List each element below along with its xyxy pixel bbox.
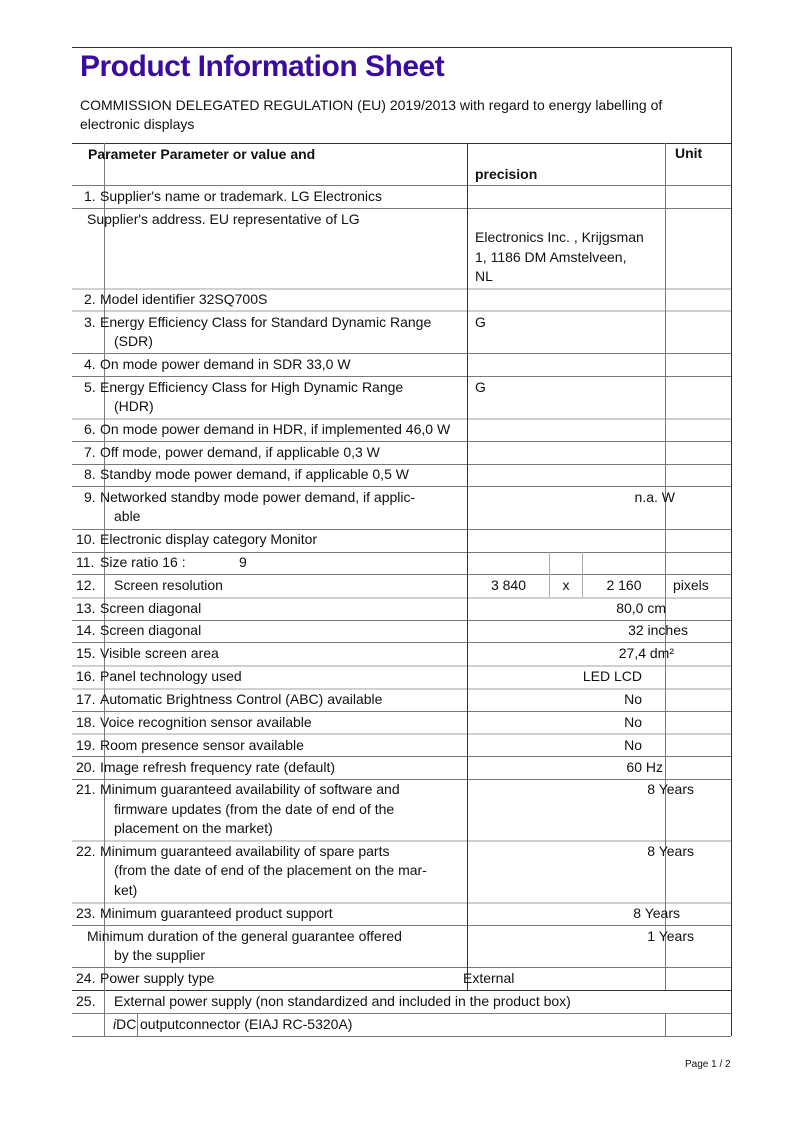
row-label-continued: by the supplier: [114, 947, 206, 963]
row-divider: [72, 376, 731, 377]
row-divider: [72, 925, 731, 926]
row-label: Minimum duration of the general guarantee offered: [87, 928, 402, 944]
row-number: 23.: [76, 905, 96, 921]
row-label: Room presence sensor available: [100, 737, 304, 753]
header-precision: precision: [475, 166, 538, 182]
page-title: Product Information Sheet: [80, 50, 445, 83]
table-top-border: [72, 143, 731, 144]
row-value: 80,0 cm: [616, 600, 666, 616]
row-divider: [72, 990, 731, 991]
row-label: On mode power demand in HDR, if implemented 46,0 W: [100, 421, 451, 437]
row-label-continued: ket): [114, 882, 138, 898]
row-number: 6.: [84, 421, 96, 437]
unit-column-divider: [665, 143, 666, 990]
row-divider: [72, 486, 731, 487]
row-value: 60 Hz: [626, 759, 663, 775]
row-number: 4.: [84, 356, 96, 372]
row-label: Power supply type: [100, 970, 215, 986]
row-number: 8.: [84, 466, 96, 482]
row-value: 8 Years: [647, 781, 694, 797]
row-value: 8 Years: [633, 905, 680, 921]
page-number: Page 1 / 2: [685, 1059, 731, 1070]
row-label-continued: (HDR): [114, 398, 154, 414]
row-value: No: [624, 714, 642, 730]
page-box-top-border: [72, 47, 731, 48]
row-label: Image refresh frequency rate (default): [100, 759, 336, 775]
row-label: outputconnector (EIAJ RC-5320A): [140, 1016, 353, 1032]
row-label-continued: (from the date of end of the placement on the mar-: [114, 862, 427, 878]
row-value-line: Electronics Inc. , Krijgsman: [475, 229, 644, 245]
row-value: No: [624, 737, 642, 753]
row-number: 11.: [76, 554, 95, 570]
row-label: Minimum guaranteed availability of spare parts: [100, 843, 390, 859]
row-number: 19.: [76, 737, 96, 753]
row-value: 32 inches: [628, 622, 688, 638]
table-bottom-border: [72, 1036, 731, 1037]
row-value: LED LCD: [582, 668, 642, 684]
row-number: 3.: [84, 314, 96, 330]
row-number: 21.: [76, 781, 96, 797]
row-label: External power supply (non standardized and included in the product box): [114, 993, 571, 1009]
row-number: 12.: [76, 577, 96, 593]
resolution-horizontal: 3 840: [490, 577, 527, 593]
row-label-continued: able: [114, 508, 141, 524]
header-parameter: Parameter Parameter or value and: [88, 146, 316, 162]
row-number: 15.: [76, 645, 96, 661]
row-label: Model identifier 32SQ700S: [100, 291, 268, 307]
row-divider: [72, 1013, 731, 1014]
row-divider: [72, 441, 731, 442]
row-value: G: [475, 314, 486, 330]
row-divider: [72, 353, 731, 354]
row-number: 22.: [76, 843, 96, 859]
row-number: 16.: [76, 668, 96, 684]
row-label-continued: firmware updates (from the date of end of the: [114, 801, 395, 817]
row-number: 9.: [84, 489, 96, 505]
row-divider: [72, 967, 731, 968]
row-value: No: [624, 691, 642, 707]
row-value-line: NL: [475, 268, 493, 284]
row-divider: [72, 642, 731, 643]
row-label: Panel technology used: [100, 668, 242, 684]
row-number: 24.: [76, 970, 96, 986]
row-number: 7.: [84, 444, 96, 460]
row-label: Standby mode power demand, if applicable 0,5 W: [100, 466, 409, 482]
page-box-right-border: [731, 47, 732, 1036]
row-number: 25.: [76, 993, 96, 1009]
row-label: Screen diagonal: [100, 622, 202, 638]
idc-prefix: [113, 1015, 136, 1034]
row-number: 5.: [84, 379, 96, 395]
row-label: Energy Efficiency Class for Standard Dynamic Range: [100, 314, 432, 330]
row-number: 2.: [84, 291, 96, 307]
row-divider: [72, 711, 731, 712]
row-divider: [72, 310, 731, 312]
row-number: 14.: [76, 622, 96, 638]
row-label: Screen diagonal: [100, 600, 202, 616]
row-label: On mode power demand in SDR 33,0 W: [100, 356, 351, 372]
row-label: Screen resolution: [114, 577, 223, 593]
row-label: Minimum guaranteed availability of software and: [100, 781, 400, 797]
row-number: 1.: [84, 188, 96, 204]
row-divider: [72, 185, 731, 186]
resolution-separator: x: [562, 577, 570, 593]
row-label: Supplier's address. EU representative of LG: [87, 211, 360, 227]
idc-divider: [137, 1013, 138, 1036]
row-number: 17.: [76, 691, 96, 707]
row-value: 8 Years: [647, 843, 694, 859]
resolution-unit: pixels: [673, 577, 709, 593]
number-column-divider: [104, 143, 105, 1036]
value-column-divider: [467, 143, 468, 990]
row-label: Off mode, power demand, if applicable 0,3 W: [100, 444, 380, 460]
row-number: 13.: [76, 600, 96, 616]
row-label: Energy Efficiency Class for High Dynamic Range: [100, 379, 404, 395]
row-divider: [72, 574, 731, 575]
idc-prefix-text: DC: [116, 1016, 137, 1032]
row-label: Minimum guaranteed product support: [100, 905, 333, 921]
row-number: 18.: [76, 714, 96, 730]
row-label-continued: (SDR): [114, 333, 153, 349]
resolution-vertical: 2 160: [606, 577, 642, 593]
idc-unit-divider: [665, 1013, 666, 1036]
row-value: External: [463, 970, 515, 986]
row-label: Electronic display category Monitor: [100, 531, 318, 547]
row-label: Supplier's name or trademark. LG Electronics: [100, 188, 383, 204]
row-label: Networked standby mode power demand, if applic-: [100, 489, 416, 505]
row-label: Visible screen area: [100, 645, 219, 661]
aspect-ratio-second: 9: [239, 554, 247, 570]
header-unit: Unit: [675, 145, 703, 161]
row-label: Voice recognition sensor available: [100, 714, 312, 730]
row-label-continued: placement on the market): [114, 820, 273, 836]
row-value: 27,4 dm²: [618, 645, 674, 661]
row-divider: [72, 208, 731, 209]
row-label: Automatic Brightness Control (ABC) available: [100, 691, 383, 707]
idc-prefix-italic: i: [113, 1016, 117, 1032]
row-value: n.a. W: [634, 489, 675, 505]
regulation-subtitle: COMMISSION DELEGATED REGULATION (EU) 2019/2013 with regard to energy labelling of electronic displays: [80, 97, 663, 132]
row-divider: [72, 733, 731, 735]
row-number: 10.: [76, 531, 96, 547]
row-value: G: [475, 379, 486, 395]
row-value-line: 1, 1186 DM Amstelveen,: [475, 249, 627, 265]
row-number: 20.: [76, 759, 96, 775]
row-label: Size ratio 16 :: [100, 554, 186, 570]
row-value: 1 Years: [647, 928, 694, 944]
row-divider: [72, 756, 731, 757]
